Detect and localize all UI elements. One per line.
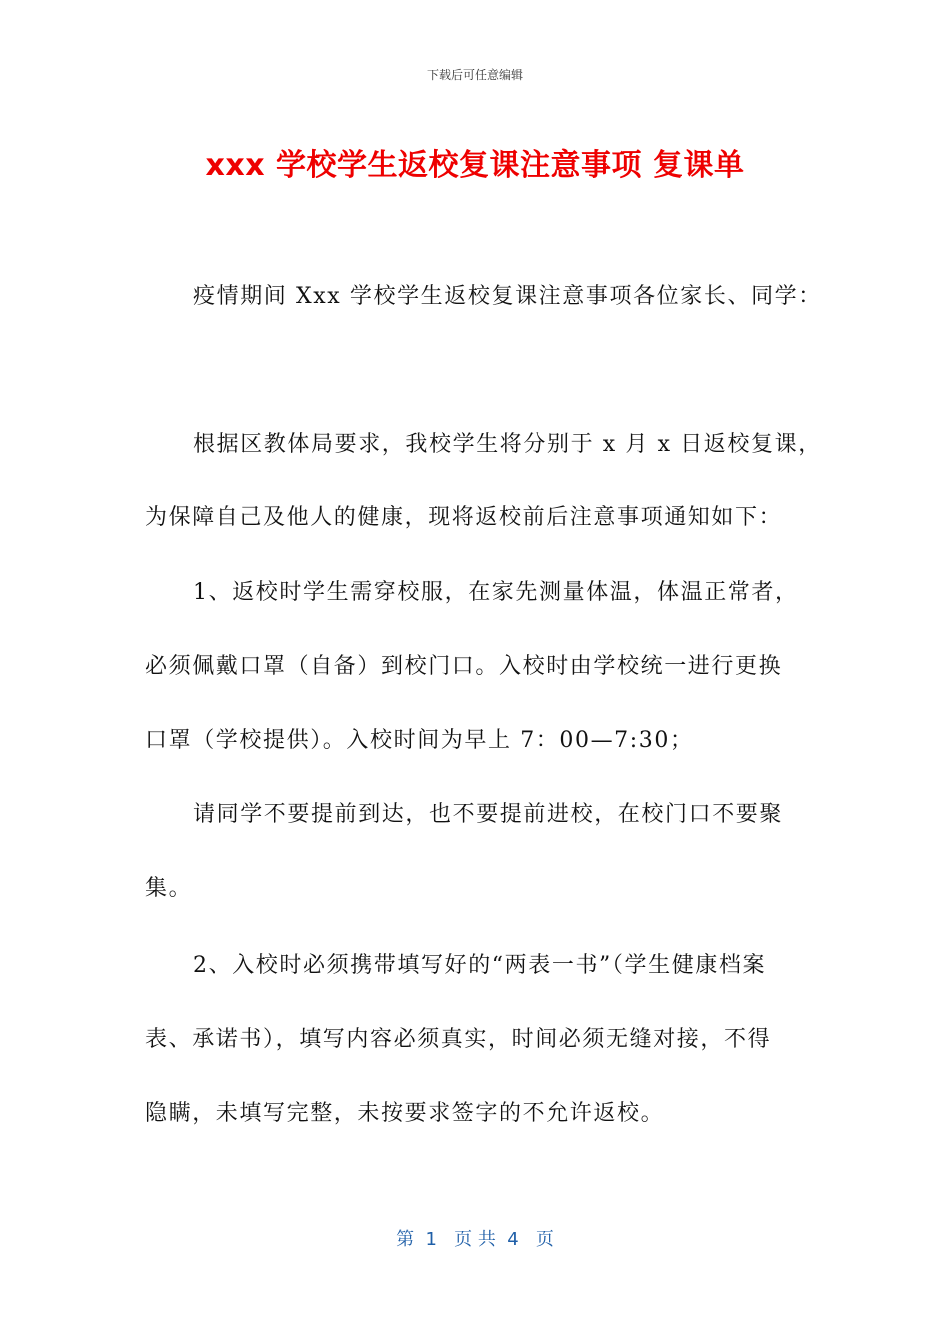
paragraph-line-11: 隐瞒，未填写完整，未按要求签字的不允许返校。 [145, 1101, 665, 1126]
paragraph-line-10: 表、承诺书），填写内容必须真实，时间必须无缝对接，不得 [145, 1027, 772, 1052]
paragraph-line-7: 请同学不要提前到达，也不要提前进校，在校门口不要聚 [193, 802, 784, 827]
header-note: 下载后可任意编辑 [426, 68, 523, 82]
paragraph-line-8: 集。 [145, 876, 193, 901]
paragraph-line-2: 根据区教体局要求，我校学生将分别于 x 月 x 日返校复课， [193, 432, 822, 457]
paragraph-line-9: 2、入校时必须携带填写好的“两表一书”（学生健康档案 [193, 953, 767, 978]
paragraph-line-1: 疫情期间 Xxx 学校学生返校复课注意事项各位家长、同学： [193, 284, 822, 309]
page-indicator: 第 1 页 共 4 页 [396, 1229, 554, 1250]
document-title: xxx 学校学生返校复课注意事项 复课单 [205, 148, 745, 183]
paragraph-line-5: 必须佩戴口罩（自备）到校门口。入校时由学校统一进行更换 [145, 654, 783, 679]
paragraph-line-4: 1、返校时学生需穿校服，在家先测量体温，体温正常者， [193, 580, 799, 605]
paragraph-line-6: 口罩（学校提供）。入校时间为早上 7：00—7:30； [145, 728, 694, 753]
paragraph-line-3: 为保障自己及他人的健康，现将返校前后注意事项通知如下： [145, 505, 783, 530]
